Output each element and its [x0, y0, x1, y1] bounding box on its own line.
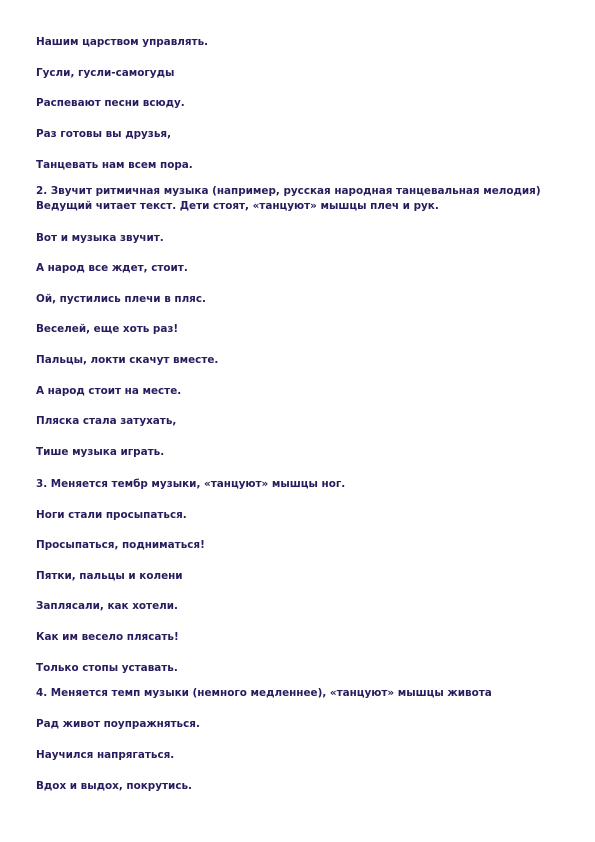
text-line: А народ стоит на месте. [36, 385, 182, 397]
text-line: Только стопы уставать. [36, 662, 178, 674]
text-line: Пятки, пальцы и колени [36, 570, 183, 582]
text-line: Веселей, еще хоть раз! [36, 323, 179, 335]
text-line: Просыпаться, подниматься! [36, 539, 205, 551]
text-line: Распевают песни всюду. [36, 97, 185, 109]
text-line: А народ все ждет, стоит. [36, 262, 188, 274]
text-line: Научился напрягаться. [36, 749, 175, 761]
instruction-line: 4. Меняется темп музыки (немного медленнее), «танцуют» мышцы живота [36, 687, 492, 699]
text-line: Танцевать нам всем пора. [36, 159, 193, 171]
text-line: Пальцы, локти скачут вместе. [36, 354, 219, 366]
text-line: Нашим царством управлять. [36, 36, 209, 48]
text-line: Пляска стала затухать, [36, 415, 177, 427]
text-line: Гусли, гусли-самогуды [36, 67, 175, 79]
text-line: Ноги стали просыпаться. [36, 509, 187, 521]
instruction-line: 3. Меняется тембр музыки, «танцуют» мышцы ног. [36, 478, 346, 490]
text-line: Рад живот поупражняться. [36, 718, 200, 730]
text-line: Как им весело плясать! [36, 631, 179, 643]
instruction-line: 2. Звучит ритмичная музыка (например, русская народная танцевальная мелодия) Ведущий читает текст. Дети стоят, «танцуют» мышцы плеч и рук. [36, 185, 541, 212]
text-line: Вот и музыка звучит. [36, 232, 164, 244]
text-line: Вдох и выдох, покрутись. [36, 780, 192, 792]
text-line: Заплясали, как хотели. [36, 600, 178, 612]
text-line: Раз готовы вы друзья, [36, 128, 172, 140]
text-line: Тише музыка играть. [36, 446, 165, 458]
text-line: Ой, пустились плечи в пляс. [36, 293, 206, 305]
